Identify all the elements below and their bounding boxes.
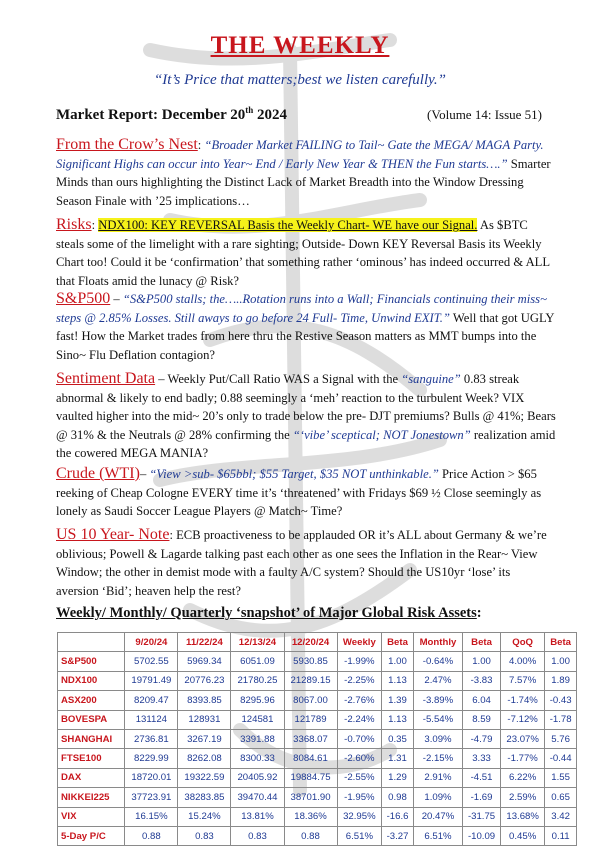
asset-name: SHANGHAI [58,729,125,748]
metric-cell: 13.68% [501,807,545,826]
metric-cell: -2.55% [337,768,382,787]
table-header-cell [58,633,125,652]
table-header-cell: 12/13/24 [231,633,284,652]
metric-cell: -1.74% [501,691,545,710]
crude-text: Price Action > $65 reeking of Cheap Cologne EVERY time it’s ‘threatened’ with Fridays $69 ½ Close seemingly as lonely as Saudi Soccer League Players @ Match~ Time? [56,467,542,519]
asset-name: ASX200 [58,691,125,710]
table-row [58,807,577,826]
metric-cell: 3.33 [463,749,501,768]
table-body [58,652,577,846]
table-header-cell: 11/22/24 [178,633,231,652]
metric-cell: 0.45% [501,826,545,845]
table-header-cell: Weekly [337,633,382,652]
snapshot-heading [56,605,482,622]
metric-cell: 1.89 [545,671,577,690]
asset-name: NDX100 [58,671,125,690]
table-row [58,710,577,729]
metric-cell: 1.55 [545,768,577,787]
metric-cell: 1.00 [382,652,414,671]
metric-cell: -3.83 [463,671,501,690]
risks-text: As $BTC steals some of the limelight with a rare sighting; Outside- Down KEY Reversal Basis its Weekly Chart too! Could it be ‘confirmation’ that something rather ‘ominous’ has indeed occurred & ALL that Floats amid the lunacy @ Risk? [56,218,550,288]
metric-cell: -3.27 [382,826,414,845]
metric-cell: -4.51 [463,768,501,787]
metric-cell: -2.24% [337,710,382,729]
crude-quote: “View >sub- $65bbl; $55 Target, $35 NOT unthinkable.” [149,467,439,481]
table-header-cell: Beta [382,633,414,652]
metric-cell: 2.59% [501,788,545,807]
sp500-text: Well that got UGLY fast! How the Market trades from here thru the Restive Season matters as MMT bumps into the Sino~ Flu Deflation contagion? [56,310,555,362]
metric-cell: 1.13 [382,710,414,729]
metric-cell: 6.51% [337,826,382,845]
asset-name: NIKKEI225 [58,788,125,807]
price-cell: 18.36% [284,807,337,826]
asset-name: 5-Day P/C [58,826,125,845]
table-header-cell: QoQ [501,633,545,652]
metric-cell: -4.79 [463,729,501,748]
metric-cell: 4.00% [501,652,545,671]
table-row [58,826,577,845]
price-cell: 124581 [231,710,284,729]
table-header-cell: Beta [463,633,501,652]
metric-cell: 0.11 [545,826,577,845]
separator: : [169,528,177,542]
metric-cell: 1.09% [413,788,462,807]
tagline: “It’s Price that matters;best we listen carefully.” [153,72,447,88]
metric-cell: -2.60% [337,749,382,768]
section-us10 [56,526,556,600]
metric-cell: 0.35 [382,729,414,748]
us10-text: ECB proactiveness to be applauded OR it’s ALL about Germany & we’re oblivious; Powell & Lagarde talking past each other as one sees the Inflation in the Rear~ View Window; the other in demist mode with a faulty A/C system? Should the US10yr ‘lose’ its aversion ‘Bid’; heaven help the rest? [56,528,547,598]
volume-issue: (Volume 14: Issue 51) [427,107,542,122]
table-row [58,691,577,710]
price-cell: 20776.23 [178,671,231,690]
metric-cell: 3.42 [545,807,577,826]
metric-cell: -1.99% [337,652,382,671]
price-cell: 5930.85 [284,652,337,671]
price-cell: 20405.92 [231,768,284,787]
metric-cell: 5.76 [545,729,577,748]
metric-cell: 6.04 [463,691,501,710]
risk-assets-table [57,632,577,846]
sentiment-text-3: realization amid the cowered MEGA MANIA? [56,427,556,461]
price-cell: 21780.25 [231,671,284,690]
metric-cell: -5.54% [413,710,462,729]
table-row [58,729,577,748]
section-heading-risks: Risks [56,216,92,233]
price-cell: 13.81% [231,807,284,826]
table-header-row [58,633,577,652]
price-cell: 0.83 [178,826,231,845]
metric-cell: -1.95% [337,788,382,807]
asset-name: VIX [58,807,125,826]
metric-cell: -2.15% [413,749,462,768]
sentiment-quote-2: “‘vibe’ sceptical; NOT Jonestown” [292,427,471,442]
price-cell: 2736.81 [125,729,178,748]
table-row [58,652,577,671]
table-header-cell: 9/20/24 [125,633,178,652]
metric-cell: 7.57% [501,671,545,690]
price-cell: 8262.08 [178,749,231,768]
metric-cell: -0.64% [413,652,462,671]
metric-cell: -3.89% [413,691,462,710]
section-heading-sp500: S&P500 [56,290,111,307]
section-risks [56,216,556,290]
table-row [58,749,577,768]
price-cell: 121789 [284,710,337,729]
price-cell: 5702.55 [125,652,178,671]
price-cell: 8084.61 [284,749,337,768]
separator: : [197,138,205,152]
price-cell: 8209.47 [125,691,178,710]
price-cell: 8393.85 [178,691,231,710]
section-sp500 [56,290,556,364]
sentiment-text-2: 0.83 streak abnormal & likely to end badly; 0.88 seemingly a ‘meh’ reaction to the turbulent Week? VIX vaulted higher into the mid~ 20’s only to trade below the pre- DJT premiums? Bulls @ 41%; Bears @ 31% & the Neutrals @ 28% confirming the [56,372,556,442]
metric-cell: 1.31 [382,749,414,768]
separator: – [110,292,123,306]
metric-cell: -2.25% [337,671,382,690]
section-heading-crows-nest: From the Crow’s Nest [56,136,198,153]
separator: – [139,467,150,481]
price-cell: 19884.75 [284,768,337,787]
metric-cell: 6.22% [501,768,545,787]
metric-cell: -7.12% [501,710,545,729]
price-cell: 19322.59 [178,768,231,787]
sp500-quote: “S&P500 stalls; the…..Rotation runs into a Wall; Financials continuing their miss~ steps @ 2.85% Losses. Still aways to go before 24 Full- Time, Unwind EXIT.” [56,292,547,325]
metric-cell: 0.98 [382,788,414,807]
section-crows-nest [56,136,556,210]
price-cell: 19791.49 [125,671,178,690]
metric-cell: -0.70% [337,729,382,748]
snapshot-colon: : [476,605,482,621]
asset-name: S&P500 [58,652,125,671]
section-heading-crude: Crude (WTI) [56,465,140,482]
metric-cell: 2.47% [413,671,462,690]
metric-cell: 6.51% [413,826,462,845]
price-cell: 8229.99 [125,749,178,768]
table-header-cell: 12/20/24 [284,633,337,652]
newsletter-title: THE WEEKLY [210,32,390,59]
metric-cell: -31.75 [463,807,501,826]
table-header-cell: Beta [545,633,577,652]
metric-cell: -1.77% [501,749,545,768]
price-cell: 0.88 [284,826,337,845]
metric-cell: 2.91% [413,768,462,787]
section-sentiment [56,370,556,463]
price-cell: 0.83 [231,826,284,845]
price-cell: 8300.33 [231,749,284,768]
asset-name: FTSE100 [58,749,125,768]
crows-quote: “Broader Market FAILING to Tail~ Gate the MEGA/ MAGA Party. Significant Highs can occur into Year~ End / Early New Year & THEN the Fun starts….” [56,138,544,171]
metric-cell: 20.47% [413,807,462,826]
metric-cell: 32.95% [337,807,382,826]
sentiment-text-1: – Weekly Put/Call Ratio WAS a Signal with the [155,372,402,386]
price-cell: 0.88 [125,826,178,845]
price-cell: 5969.34 [178,652,231,671]
metric-cell: -1.78 [545,710,577,729]
asset-name: DAX [58,768,125,787]
metric-cell: -16.6 [382,807,414,826]
price-cell: 8067.00 [284,691,337,710]
price-cell: 16.15% [125,807,178,826]
separator: : [91,218,99,232]
snapshot-title: Weekly/ Monthly/ Quarterly ‘snapshot’ of Major Global Risk Assets [56,605,477,621]
metric-cell: 1.29 [382,768,414,787]
crows-text: Smarter Minds than ours highlighting the Distinct Lack of Market Breadth into the Window Dressing Season Finale with ’25 implications… [56,156,551,208]
metric-cell: -0.44 [545,749,577,768]
price-cell: 18720.01 [125,768,178,787]
price-cell: 38701.90 [284,788,337,807]
price-cell: 39470.44 [231,788,284,807]
metric-cell: 1.13 [382,671,414,690]
table-header-cell: Monthly [413,633,462,652]
price-cell: 38283.85 [178,788,231,807]
price-cell: 6051.09 [231,652,284,671]
metric-cell: -2.76% [337,691,382,710]
report-year: 2024 [253,107,287,123]
report-label: Market Report: December 20 [56,107,246,123]
price-cell: 3368.07 [284,729,337,748]
risks-highlight: NDX100: KEY REVERSAL Basis the Weekly Chart- WE have our Signal. [98,218,478,232]
metric-cell: 23.07% [501,729,545,748]
section-crude [56,465,556,521]
metric-cell: -10.09 [463,826,501,845]
price-cell: 21289.15 [284,671,337,690]
metric-cell: 1.39 [382,691,414,710]
price-cell: 3267.19 [178,729,231,748]
metric-cell: 3.09% [413,729,462,748]
metric-cell: -0.43 [545,691,577,710]
price-cell: 15.24% [178,807,231,826]
table-row [58,768,577,787]
metric-cell: 8.59 [463,710,501,729]
table-row [58,788,577,807]
metric-cell: 1.00 [545,652,577,671]
price-cell: 37723.91 [125,788,178,807]
price-cell: 131124 [125,710,178,729]
price-cell: 3391.88 [231,729,284,748]
metric-cell: 0.65 [545,788,577,807]
section-heading-sentiment: Sentiment Data [56,370,156,387]
price-cell: 128931 [178,710,231,729]
sentiment-quote-1: “sanguine” [401,372,461,386]
metric-cell: -1.69 [463,788,501,807]
report-date-suffix: th [245,105,254,115]
asset-name: BOVESPA [58,710,125,729]
report-date [56,105,287,124]
table-row [58,671,577,690]
price-cell: 8295.96 [231,691,284,710]
metric-cell: 1.00 [463,652,501,671]
section-heading-us10: US 10 Year- Note [56,526,170,543]
